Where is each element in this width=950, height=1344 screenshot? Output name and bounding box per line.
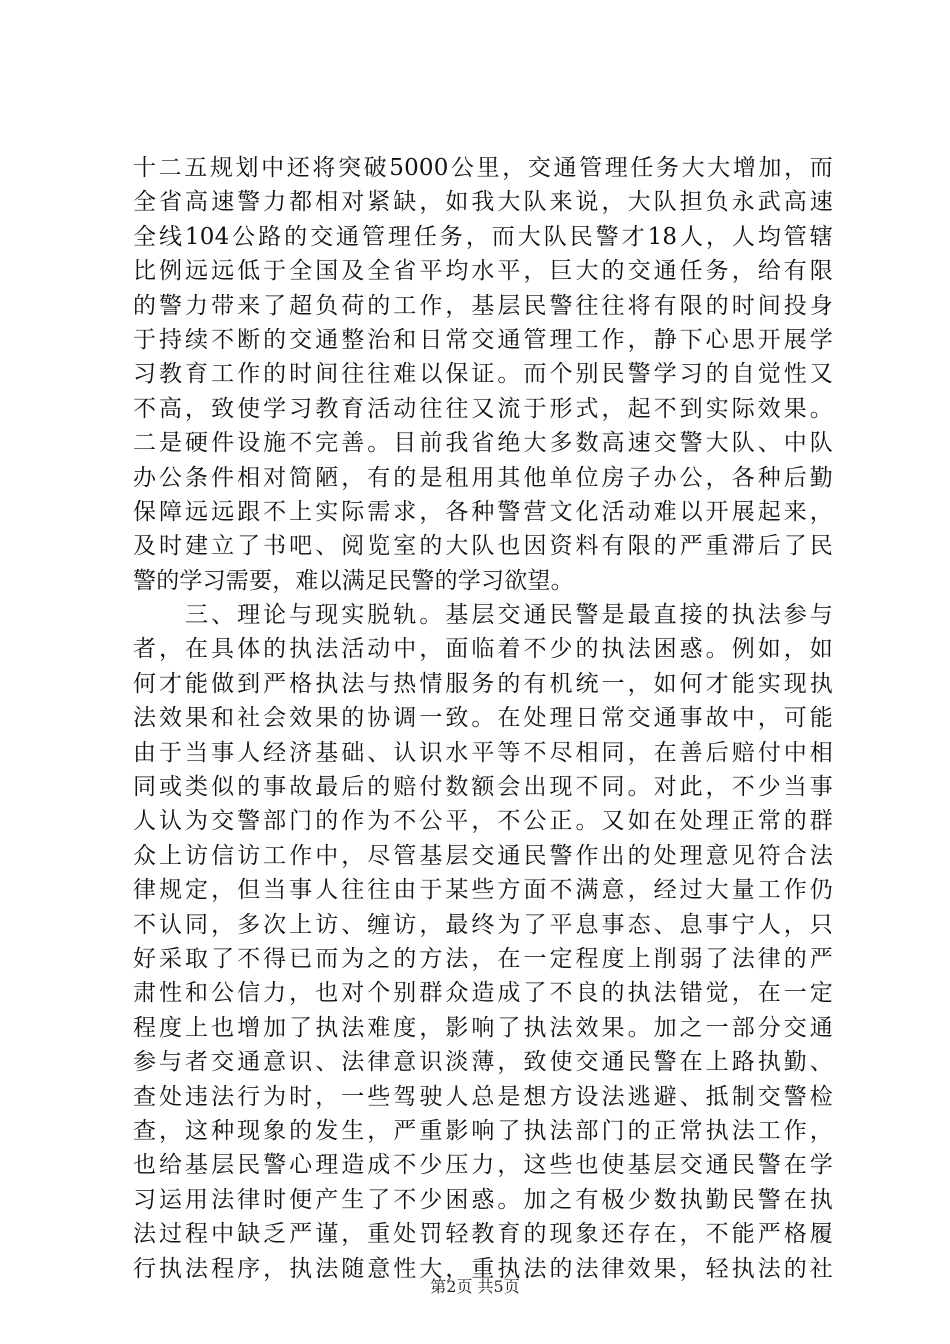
text-line: 不认同，多次上访、缠访，最终为了平息事态、息事宁人，只 xyxy=(133,911,833,938)
text-line: 的警力带来了超负荷的工作，基层民警往往将有限的时间投身 xyxy=(133,292,833,319)
text-line: 习教育工作的时间往往难以保证。而个别民警学习的自觉性又 xyxy=(133,361,833,388)
text-line: 何才能做到严格执法与热情服务的有机统一，如何才能实现执 xyxy=(133,670,833,697)
text-line: 参与者交通意识、法律意识淡薄，致使交通民警在上路执勤、 xyxy=(133,1049,833,1076)
text-line: 众上访信访工作中，尽管基层交通民警作出的处理意见符合法 xyxy=(133,842,833,869)
text-line: 三、理论与现实脱轨。基层交通民警是最直接的执法参与 xyxy=(133,602,833,629)
text-line: 行执法程序，执法随意性大，重执法的法律效果，轻执法的社 xyxy=(133,1255,833,1282)
text-line: 查，这种现象的发生，严重影响了执法部门的正常执法工作， xyxy=(133,1117,833,1144)
text-line: 者，在具体的执法活动中，面临着不少的执法困惑。例如，如 xyxy=(133,636,833,663)
text-line: 人认为交警部门的作为不公平，不公正。又如在处理正常的群 xyxy=(133,808,833,835)
text-line: 保障远远跟不上实际需求，各种警营文化活动难以开展起来， xyxy=(133,498,833,525)
text-line: 全省高速警力都相对紧缺，如我大队来说，大队担负永武高速 xyxy=(133,189,833,216)
text-line: 也给基层民警心理造成不少压力，这些也使基层交通民警在学 xyxy=(133,1152,833,1179)
text-line: 法过程中缺乏严谨，重处罚轻教育的现象还存在，不能严格履 xyxy=(133,1221,833,1248)
text-line: 全线104公路的交通管理任务，而大队民警才18人，人均管辖 xyxy=(133,223,833,250)
page-footer: 第2页 共5页 xyxy=(430,1277,520,1296)
text-line: 程度上也增加了执法难度，影响了执法效果。加之一部分交通 xyxy=(133,1014,833,1041)
text-line: 及时建立了书吧、阅览室的大队也因资料有限的严重滞后了民 xyxy=(133,533,833,560)
text-line: 律规定，但当事人往往由于某些方面不满意，经过大量工作仍 xyxy=(133,877,833,904)
text-line: 办公条件相对简陋，有的是租用其他单位房子办公，各种后勤 xyxy=(133,464,833,491)
text-line: 同或类似的事故最后的赔付数额会出现不同。对此，不少当事 xyxy=(133,774,833,801)
body-text xyxy=(133,151,833,1286)
text-line: 十二五规划中还将突破5000公里，交通管理任务大大增加，而 xyxy=(133,155,833,181)
text-line: 肃性和公信力，也对个别群众造成了不良的执法错觉，在一定 xyxy=(133,980,833,1007)
text-line: 由于当事人经济基础、认识水平等不尽相同，在善后赔付中相 xyxy=(133,739,833,766)
text-line: 查处违法行为时，一些驾驶人总是想方设法逃避、抵制交警检 xyxy=(133,1083,833,1110)
text-line: 二是硬件设施不完善。目前我省绝大多数高速交警大队、中队 xyxy=(133,430,833,457)
text-line: 不高，致使学习教育活动往往又流于形式，起不到实际效果。 xyxy=(133,395,833,422)
text-line: 法效果和社会效果的协调一致。在处理日常交通事故中，可能 xyxy=(133,705,833,732)
text-line: 好采取了不得已而为之的方法，在一定程度上削弱了法律的严 xyxy=(133,945,833,972)
text-line: 习运用法律时便产生了不少困惑。加之有极少数执勤民警在执 xyxy=(133,1186,833,1213)
text-line: 于持续不断的交通整治和日常交通管理工作，静下心思开展学 xyxy=(133,326,833,353)
text-line: 比例远远低于全国及全省平均水平，巨大的交通任务，给有限 xyxy=(133,258,833,285)
text-line: 警的学习需要，难以满足民警的学习欲望。 xyxy=(133,567,574,594)
